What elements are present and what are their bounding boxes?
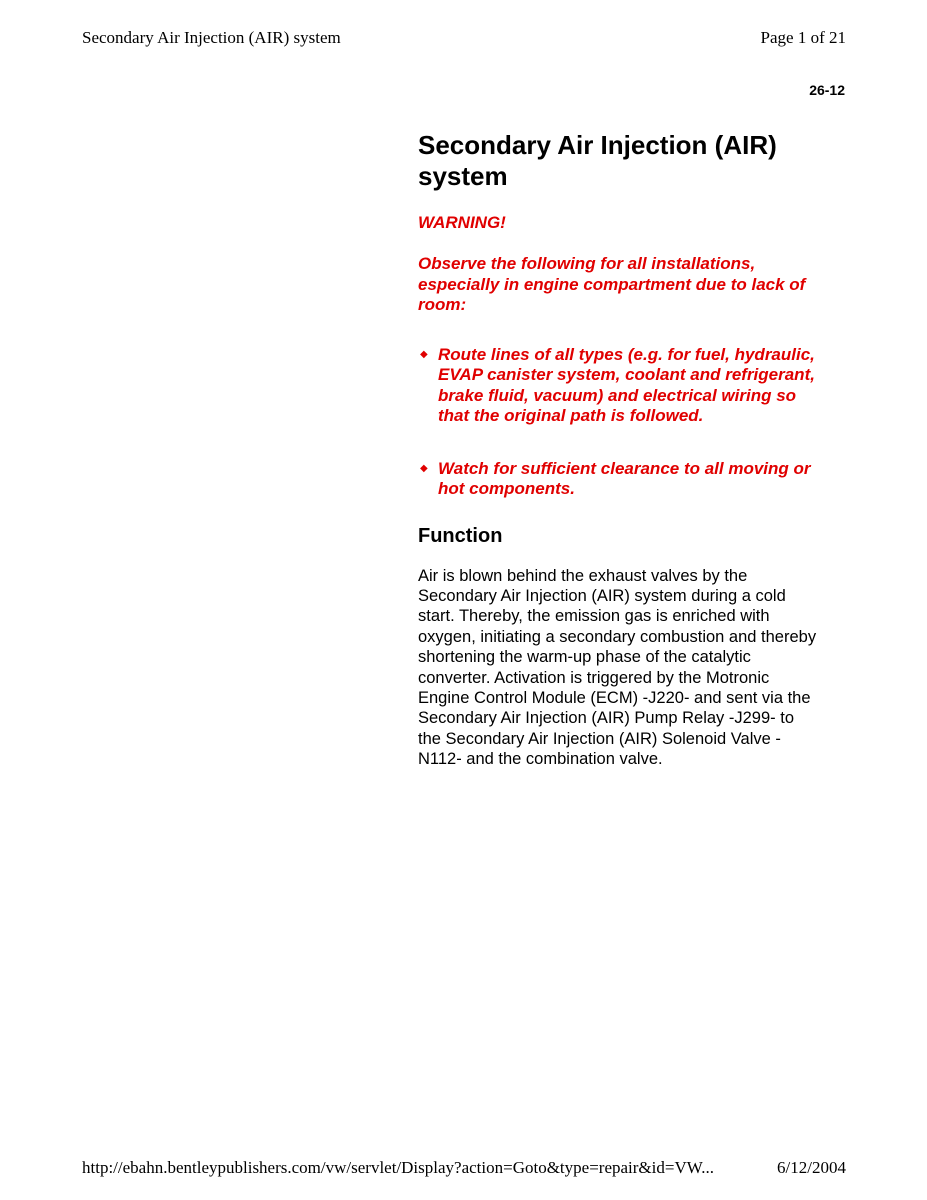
page-indicator: Page 1 of 21: [760, 28, 846, 47]
warning-item-text: Watch for sufficient clearance to all moving or hot components.: [438, 458, 811, 498]
warning-list: [418, 345, 818, 500]
diamond-bullet-icon: ◆: [420, 462, 428, 474]
page-title: Secondary Air Injection (AIR) system: [418, 130, 777, 191]
warning-list-item: [418, 345, 818, 427]
function-body: Air is blown behind the exhaust valves by the Secondary Air Injection (AIR) system during a cold start. Thereby, the emission gas is enriched with oxygen, initiating a secondary combustion and thereby shortening the warm-up phase of the catalytic converter. Activation is triggered by the Motronic Engine Control Module (ECM) -J220- and sent via the Secondary Air Injection (AIR) Pump Relay -J299- to the Secondary Air Injection (AIR) Solenoid Valve -N112- and the combination valve.: [418, 566, 817, 769]
document-title: Secondary Air Injection (AIR) system: [82, 28, 341, 47]
warning-item-text: Route lines of all types (e.g. for fuel, hydraulic, EVAP canister system, coolant and refrigerant, brake fluid, vacuum) and electrical wiring so that the original path is followed.: [438, 344, 815, 425]
diamond-bullet-icon: ◆: [420, 348, 428, 360]
source-url: http://ebahn.bentleypublishers.com/vw/servlet/Display?action=Goto&type=repair&id=VW...: [82, 1158, 714, 1177]
warning-heading: WARNING!: [418, 213, 506, 232]
warning-intro: Observe the following for all installations, especially in engine compartment due to lack of room:: [418, 254, 806, 314]
section-number: 26-12: [809, 82, 845, 98]
warning-list-item: [418, 459, 818, 500]
print-date: 6/12/2004: [777, 1158, 846, 1177]
print-header: [82, 28, 846, 52]
function-heading: Function: [418, 524, 503, 547]
print-footer: [82, 1158, 846, 1182]
main-content: [418, 130, 818, 770]
